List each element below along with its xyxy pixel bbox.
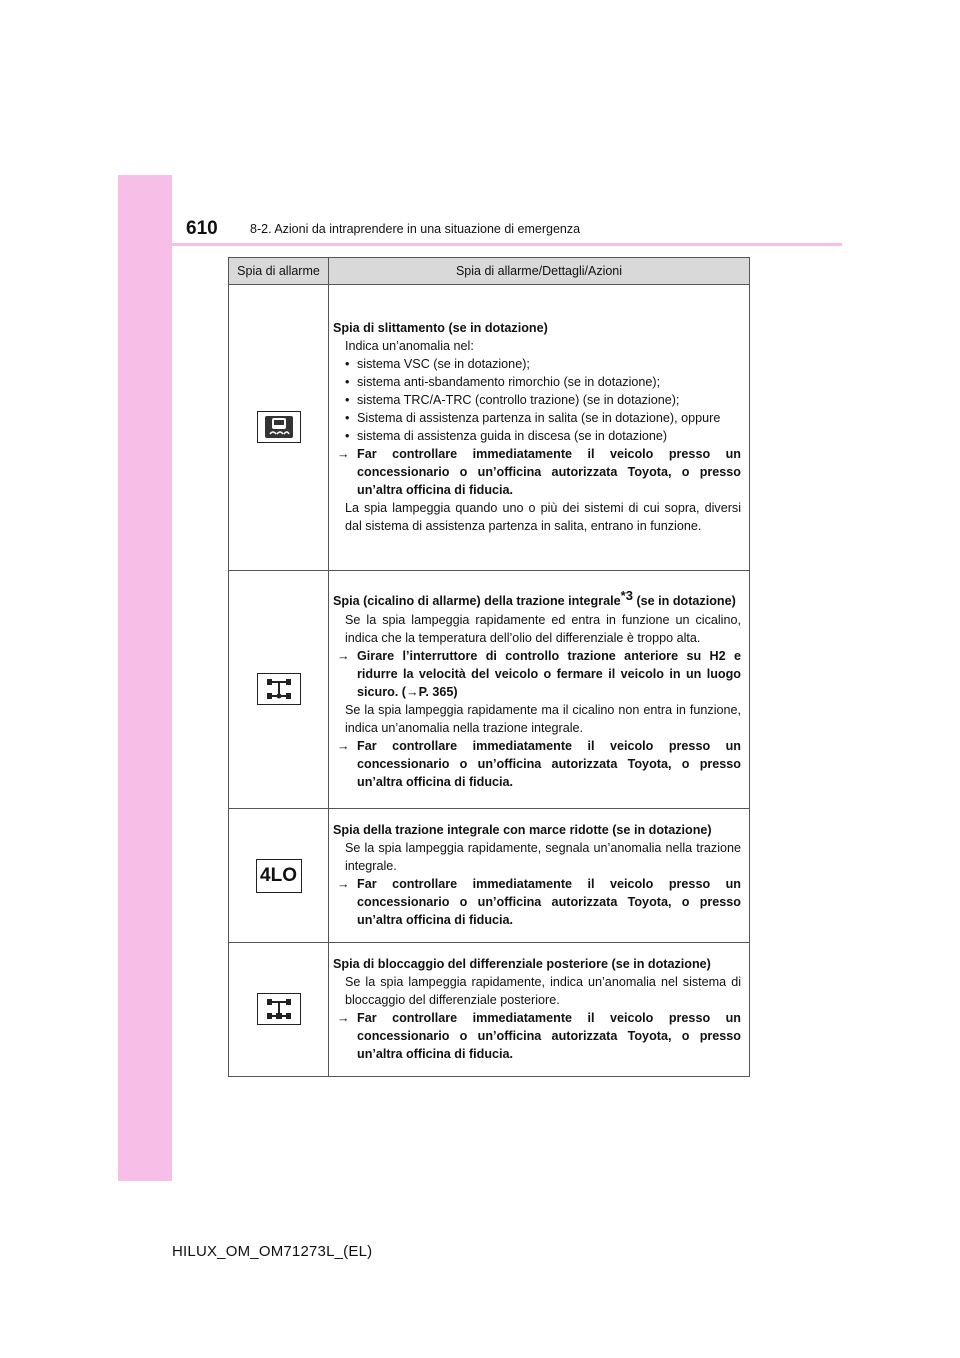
header-rule <box>172 243 842 246</box>
col-header-details: Spia di allarme/Dettagli/Azioni <box>329 258 750 285</box>
row-title: Spia di bloccaggio del differenziale posteriore (se in dotazione) <box>333 957 711 971</box>
list-item: • sistema TRC/A-TRC (controllo trazione) (se in dotazione); <box>333 391 741 409</box>
page-ref-arrow-icon: → <box>406 684 419 699</box>
table-row <box>229 943 750 1077</box>
list-item: • Sistema di assistenza partenza in salita (se in dotazione), oppure <box>333 409 741 427</box>
row-text: Se la spia lampeggia rapidamente ed entra in funzione un cicalino, indica che la temperatura dell’olio del differenziale è troppo alta. <box>345 612 741 645</box>
row-title: Spia della trazione integrale con marce ridotte (se in dotazione) <box>333 823 712 837</box>
rear-diff-lock-icon <box>257 993 301 1025</box>
icon-cell <box>229 943 329 1077</box>
icon-cell <box>229 809 329 943</box>
action-instruction: → Far controllare immediatamente il veicolo presso un concessionario o un’officina autorizzata Toyota, o presso un’altra officina di fiducia. <box>337 738 741 789</box>
table-row <box>229 285 750 571</box>
action-instruction: → Far controllare immediatamente il veicolo presso un concessionario o un’officina autorizzata Toyota, o presso un’altra officina di fiducia. <box>337 877 741 927</box>
action-instruction: → Far controllare immediatamente il veicolo presso un concessionario o un’officina autorizzata Toyota, o presso un’altra officina di fiducia. <box>337 1011 741 1061</box>
arrow-icon: → <box>337 877 350 891</box>
row-text: Se la spia lampeggia rapidamente, segnala un’anomalia nella trazione integrale. <box>345 841 741 873</box>
arrow-icon: → <box>337 1011 350 1025</box>
arrow-icon: → <box>337 648 350 663</box>
details-cell <box>329 285 750 571</box>
list-item: • sistema VSC (se in dotazione); <box>333 355 741 373</box>
table-row <box>229 809 750 943</box>
action-instruction: → Far controllare immediatamente il veicolo presso un concessionario o un’officina autorizzata Toyota, o presso un’altra officina di fiducia. <box>337 447 741 497</box>
list-item: • sistema anti-sbandamento rimorchio (se in dotazione); <box>333 373 741 391</box>
details-cell <box>329 809 750 943</box>
warning-lights-table <box>228 257 750 1077</box>
icon-cell <box>229 285 329 571</box>
side-thumb-band <box>118 175 172 1181</box>
row-text: Se la spia lampeggia rapidamente, indica un’anomalia nel sistema di bloccaggio del differenziale posteriore. <box>345 975 741 1007</box>
section-title: 8-2. Azioni da intraprendere in una situazione di emergenza <box>250 222 581 236</box>
icon-cell <box>229 571 329 809</box>
table-row <box>229 571 750 809</box>
row-title: Spia di slittamento (se in dotazione) <box>333 321 548 335</box>
list-item: • sistema di assistenza guida in discesa (se in dotazione) <box>333 427 741 445</box>
slip-indicator-icon <box>257 411 301 443</box>
col-header-icon: Spia di allarme <box>229 258 329 285</box>
details-cell <box>329 943 750 1077</box>
arrow-icon: → <box>337 447 350 461</box>
page-number: 610 <box>186 218 218 239</box>
row-note: La spia lampeggia quando uno o più dei sistemi di cui sopra, diversi dal sistema di assistenza partenza in salita, entrano in funzione. <box>345 501 741 533</box>
document-code: HILUX_OM_OM71273L_(EL) <box>172 1243 373 1260</box>
action-instruction: → Girare l’interruttore di controllo trazione anteriore su H2 e ridurre la velocità del veicolo o fermare il veicolo in un luogo sicuro. (→P. 365) <box>337 648 741 699</box>
row-text: Se la spia lampeggia rapidamente ma il cicalino non entra in funzione, indica un’anomalia nella trazione integrale. <box>345 702 741 735</box>
4wd-warning-icon <box>257 673 301 705</box>
row-title: Spia (cicalino di allarme) della trazione integrale$^{*3}$ (se in dotazione) <box>333 588 736 609</box>
arrow-icon: → <box>337 738 350 753</box>
4lo-indicator-icon: 4LO <box>256 859 302 893</box>
table-header-row <box>229 258 750 285</box>
details-cell <box>329 571 750 809</box>
row-text: Indica un’anomalia nel: <box>345 339 474 353</box>
